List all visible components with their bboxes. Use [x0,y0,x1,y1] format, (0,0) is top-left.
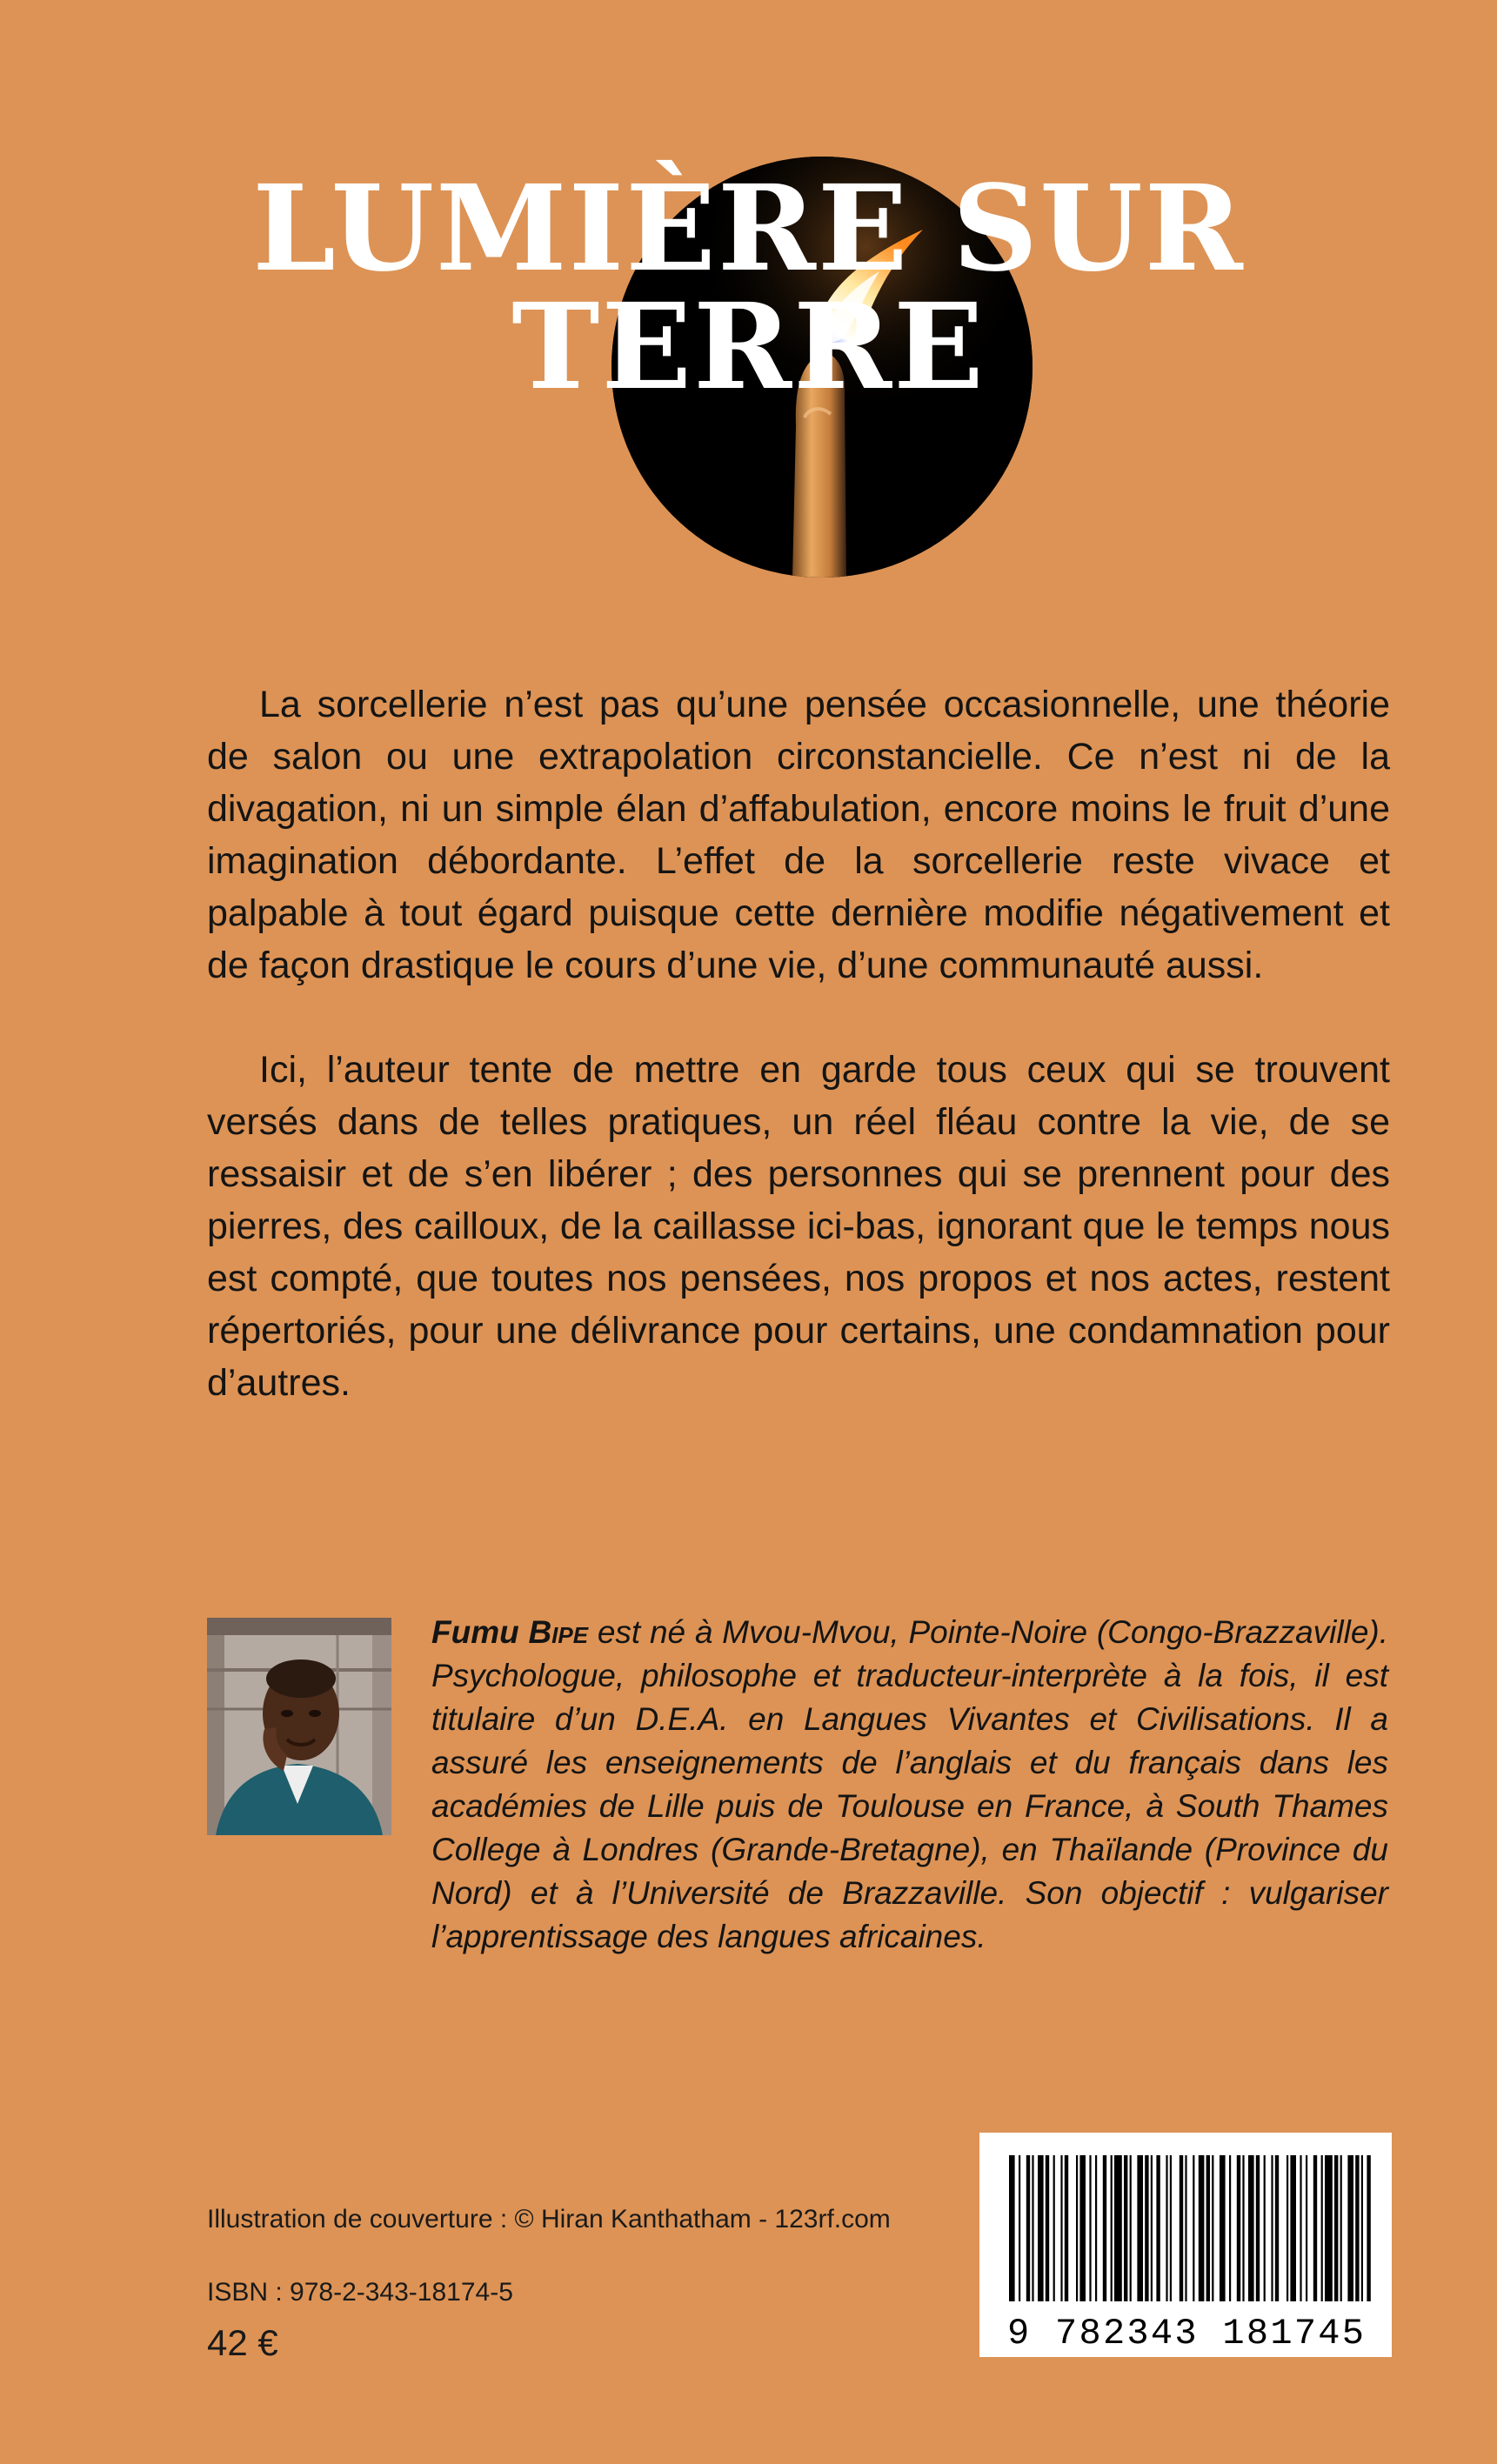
barcode-bar [1286,2155,1288,2301]
barcode-bar [1026,2155,1030,2301]
barcode-bar [1275,2155,1279,2301]
barcode-bar [1340,2155,1342,2301]
barcode-bar [1367,2155,1370,2301]
barcode-bar [1065,2155,1068,2301]
barcode-bar [1220,2155,1226,2301]
barcode-bar [1180,2155,1183,2301]
barcode-bar [1053,2155,1055,2301]
barcode-bar [1306,2155,1307,2301]
barcode-bar [1264,2155,1266,2301]
blurb-paragraph: La sorcellerie n’est pas qu’une pensée occasionnelle, une théorie de salon ou une extrapolation circonstancielle. Ce n’est ni de la divagation, ni un simple élan d’affabulation, encore moins le fruit d’une imagination débordante. L’effet de la sorcellerie reste vivace et palpable à tout égard puisque cette dernière modifie négativement et de façon drastique le cours d’une vie, d’une communauté aussi. [207,684,1390,986]
barcode-bar [1060,2155,1062,2301]
barcode-bar [1111,2155,1113,2301]
barcode-bar [1313,2155,1317,2301]
barcode-bar [1248,2155,1254,2301]
barcode-bar [1347,2155,1353,2301]
barcode-bar [1185,2155,1186,2301]
barcode [979,2133,1392,2357]
barcode-bar [1212,2155,1213,2301]
barcode-bar [1103,2155,1106,2301]
author-bio-text: est né à Mvou-Mvou, Pointe-Noire (Congo-Brazzaville). Psychologue, philosophe et traducteur-interprète à la fois, il est titulaire d’un D.E.A. en Langues Vivantes et Civilisations. Il a assuré les enseignements de l’anglais et du français dans les académies de Lille puis de Toulouse en France, à South Thames College à Londres (Grande-Bretagne), en Thaïlande (Province du Nord) et à l’Université de Brazzaville. Son objectif : vulgariser l’apprentissage des langues africaines. [431,1614,1389,1954]
barcode-bar [1032,2155,1033,2301]
barcode-bar [1300,2155,1301,2301]
barcode-bar [1145,2155,1148,2301]
barcode-bar [1038,2155,1044,2301]
barcode-bar [1229,2155,1231,2301]
barcode-bar [1114,2155,1122,2301]
barcode-bar [1290,2155,1296,2301]
barcode-bar [1079,2155,1086,2301]
barcode-bar [1095,2155,1097,2301]
barcode-bar [1355,2155,1359,2301]
barcode-bar [1166,2155,1167,2301]
barcode-bar [1009,2155,1015,2301]
barcode-bar [1271,2155,1273,2301]
author-photo [207,1618,391,1835]
back-cover-blurb [207,678,1390,1461]
barcode-digits: 9 782343 181745 [1007,2313,1364,2354]
barcode-bar [1361,2155,1363,2301]
barcode-bar [1156,2155,1160,2301]
author-bio [431,1611,1388,1959]
author-last-name: Bipe [528,1614,589,1650]
barcode-bar [1089,2155,1091,2301]
barcode-bar [1076,2155,1078,2301]
price: 42 € [207,2322,278,2363]
barcode-bar [1137,2155,1143,2301]
barcode-bar [1321,2155,1323,2301]
barcode-bar [1046,2155,1049,2301]
barcode-bar [1124,2155,1127,2301]
barcode-bar [1199,2155,1205,2301]
barcode-bar [1193,2155,1194,2301]
blurb-paragraph: Ici, l’auteur tente de mettre en garde tous ceux qui se trouvent versés dans de telles pratiques, un réel fléau contre la vie, de se ressaisir et de s’en libérer ; des personnes qui se prennent pour des pierres, des cailloux, de la caillasse ici-bas, ignorant que le temps nous est compté, que toutes nos pensées, nos propos et nos actes, restent répertoriés, pour une délivrance pour certains, une condamnation pour d’autres. [207,1049,1390,1404]
barcode-bar [1151,2155,1153,2301]
barcode-bar [1130,2155,1132,2301]
barcode-bar [1325,2155,1333,2301]
barcode-bar [1242,2155,1244,2301]
isbn: ISBN : 978-2-343-18174-5 [207,2278,513,2307]
barcode-bar [1019,2155,1020,2301]
barcode-bar [1256,2155,1260,2301]
book-title: LUMIÈRE SUR TERRE [252,159,1245,417]
cover-credit: Illustration de couverture : © Hiran Kanthatham - 123rf.com [207,2205,891,2234]
barcode-bar [1206,2155,1210,2301]
barcode-bar [1334,2155,1338,2301]
barcode-bar [1237,2155,1240,2301]
author-first-name: Fumu [431,1614,519,1650]
barcode-bar [1170,2155,1172,2301]
barcode-bars [1009,2155,1371,2301]
